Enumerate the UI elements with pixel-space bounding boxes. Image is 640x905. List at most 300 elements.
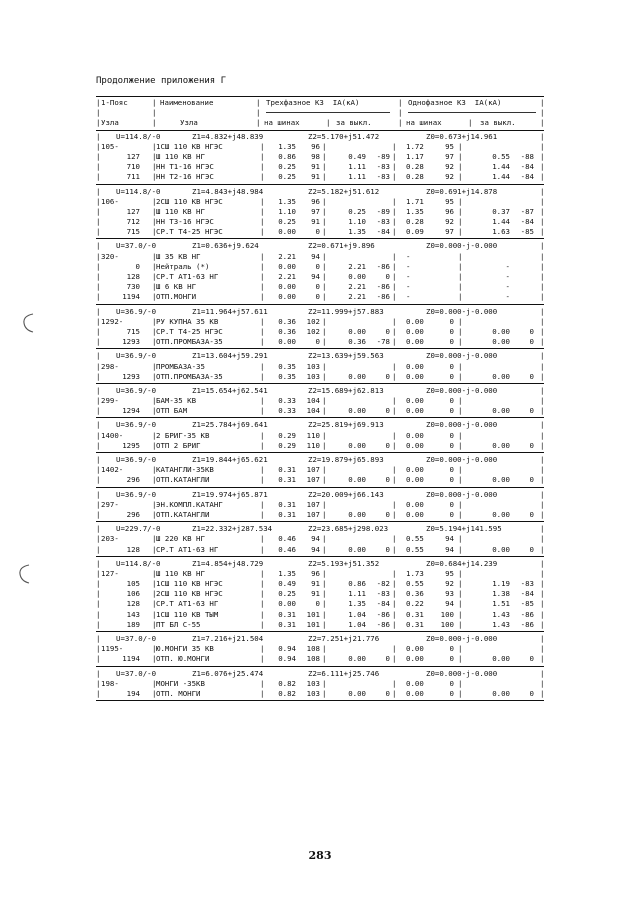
three-phase-switch-current: 0.00 [348, 406, 366, 416]
node-block [96, 351, 544, 384]
node-name: МОНГИ -35КВ [156, 678, 205, 688]
z1-value: Z1=13.604+j59.291 [192, 351, 268, 361]
single-phase-bus-angle: 97 [445, 227, 454, 237]
three-phase-bus-current: 0.94 [278, 654, 296, 664]
bar: | [540, 306, 545, 316]
single-phase-switch-current: 1.44 [492, 162, 510, 172]
bar: | [152, 141, 157, 151]
three-phase-bus-angle: 97 [311, 206, 320, 216]
single-phase-bus-angle: 0 [449, 406, 454, 416]
bar: | [96, 326, 101, 336]
bar: | [540, 326, 545, 336]
table-row [96, 441, 544, 451]
three-phase-bus-current: 2.21 [278, 251, 296, 261]
table-row [96, 599, 544, 609]
three-phase-bus-current: 0.49 [278, 579, 296, 589]
bar: | [540, 589, 545, 599]
bar: | [540, 241, 545, 251]
bar: | [260, 227, 265, 237]
bar: | [540, 688, 545, 698]
bar: | [392, 619, 397, 629]
bar: | [540, 361, 545, 371]
header-on-bus: на шинах [264, 118, 300, 128]
node-name: Нейтраль (*) [156, 261, 210, 271]
table-row [96, 262, 544, 272]
three-phase-bus-angle: 94 [311, 534, 320, 544]
bar: | [392, 316, 397, 326]
z2-value: Z2=6.111+j25.746 [308, 668, 380, 678]
block-summary-row [96, 132, 544, 142]
bar: | [540, 351, 545, 361]
bar: | [540, 98, 545, 107]
voltage-value: U=37.0/-0 [116, 241, 157, 251]
bar: | [458, 196, 463, 206]
three-phase-bus-current: 0.33 [278, 406, 296, 416]
single-phase-bus-current: 0.36 [406, 589, 424, 599]
single-phase-switch-angle: 0 [529, 337, 534, 347]
neighbor-node: 1295 [122, 440, 140, 450]
three-phase-bus-current: 0.36 [278, 316, 296, 326]
z1-value: Z1=4.843+j48.984 [192, 186, 264, 196]
single-phase-bus-current: 0.00 [406, 406, 424, 416]
bar: | [152, 678, 157, 688]
bar: | [392, 162, 397, 172]
single-phase-bus-current: 1.17 [406, 151, 424, 161]
bar: | [96, 206, 101, 216]
neighbor-node: 128 [126, 599, 140, 609]
bar: | [152, 396, 157, 406]
voltage-value: U=36.9/-0 [116, 351, 157, 361]
table-row [96, 207, 544, 217]
three-phase-bus-current: 0.25 [278, 172, 296, 182]
three-phase-bus-angle: 110 [306, 440, 320, 450]
three-phase-bus-current: 0.31 [278, 499, 296, 509]
block-summary-row [96, 524, 544, 534]
z0-value: Z0=0.000-j-0.000 [426, 385, 498, 395]
bar: | [540, 654, 545, 664]
single-phase-bus-current: 0.00 [406, 509, 424, 519]
bar: | [322, 465, 327, 475]
bar: | [392, 430, 397, 440]
bar: | [392, 361, 397, 371]
neighbor-node: 127 [126, 206, 140, 216]
three-phase-bus-current: 0.46 [278, 534, 296, 544]
neighbor-node: 1194 [122, 292, 140, 302]
bar: | [260, 499, 265, 509]
z1-value: Z1=4.854+j48.729 [192, 558, 264, 568]
neighbor-node: 1293 [122, 337, 140, 347]
neighbor-node: 1293 [122, 371, 140, 381]
neighbor-node: 711 [126, 172, 140, 182]
bar: | [392, 475, 397, 485]
bar: | [540, 465, 545, 475]
bar: | [458, 579, 463, 589]
bar: | [96, 634, 101, 643]
z0-value: Z0=0.000-j-0.000 [426, 306, 498, 316]
z0-value: Z0=0.673+j14.961 [426, 131, 498, 141]
node-name: 1СШ 110 КВ ТЫМ [156, 609, 219, 619]
single-phase-bus-current: 0.00 [406, 644, 424, 654]
z1-value: Z1=22.332+j287.534 [192, 524, 273, 534]
three-phase-switch-angle: -78 [376, 337, 390, 347]
three-phase-bus-angle: 103 [306, 678, 320, 688]
three-phase-bus-angle: 0 [315, 337, 320, 347]
three-phase-bus-current: 1.35 [278, 141, 296, 151]
bar: | [392, 568, 397, 578]
bar: | [458, 371, 463, 381]
three-phase-bus-current: 0.31 [278, 609, 296, 619]
bar: | [96, 509, 101, 519]
bar: | [260, 654, 265, 664]
bar: | [260, 619, 265, 629]
block-separator-rule [96, 452, 544, 453]
single-phase-switch-angle: -84 [520, 162, 534, 172]
three-phase-switch-current: 1.35 [348, 227, 366, 237]
table-row [96, 620, 544, 630]
node-name: 2 БРИГ-35 КВ [156, 430, 210, 440]
single-phase-switch-current: 0.00 [492, 688, 510, 698]
three-phase-bus-angle: 98 [311, 151, 320, 161]
bar: | [540, 272, 545, 281]
three-phase-bus-angle: 96 [311, 196, 320, 206]
single-phase-switch-current: 1.43 [492, 609, 510, 619]
neighbor-node: 189 [126, 619, 140, 629]
single-phase-switch-angle: 0 [529, 326, 534, 336]
node-number: 299- [101, 396, 119, 406]
z2-value: Z2=5.193+j51.352 [308, 558, 380, 568]
z2-value: Z2=5.182+j51.612 [308, 186, 380, 196]
z0-value: Z0=0.000-j-0.000 [426, 351, 498, 361]
z2-value: Z2=0.671+j9.896 [308, 241, 375, 251]
table-row [96, 172, 544, 182]
bar: | [458, 568, 463, 578]
bar: | [152, 579, 157, 589]
single-phase-switch-current: 1.51 [492, 599, 510, 609]
three-phase-bus-current: 0.46 [278, 544, 296, 554]
bar: | [152, 465, 157, 475]
bar: | [152, 227, 157, 237]
voltage-value: U=114.8/-0 [116, 186, 161, 196]
single-phase-bus-angle: 94 [445, 534, 454, 544]
block-summary-row [96, 490, 544, 500]
bar: | [468, 118, 473, 128]
bar: | [96, 282, 101, 292]
z0-value: Z0=0.691+j14.878 [426, 186, 498, 196]
bar: | [540, 162, 545, 172]
z1-value: Z1=0.636+j9.624 [192, 241, 259, 251]
three-phase-bus-angle: 0 [315, 261, 320, 271]
three-phase-bus-angle: 107 [306, 475, 320, 485]
three-phase-bus-angle: 107 [306, 499, 320, 509]
bar: | [152, 108, 157, 118]
voltage-value: U=114.8/-0 [116, 558, 161, 568]
three-phase-switch-current: 0.00 [348, 654, 366, 664]
bar: | [152, 440, 157, 450]
single-phase-bus-current: 1.71 [406, 196, 424, 206]
three-phase-switch-current: 0.36 [348, 337, 366, 347]
three-phase-switch-angle: 0 [385, 272, 390, 281]
single-phase-bus-current: 0.00 [406, 316, 424, 326]
bar: | [322, 499, 327, 509]
bar: | [260, 396, 265, 406]
single-phase-bus-current: 0.00 [406, 396, 424, 406]
node-name: БАМ-35 КВ [156, 396, 197, 406]
z1-value: Z1=19.974+j65.871 [192, 489, 268, 499]
single-phase-bus-angle: 0 [449, 440, 454, 450]
node-name: КАТАНГЛИ-35КВ [156, 465, 214, 475]
three-phase-switch-angle: -83 [376, 217, 390, 227]
three-phase-bus-angle: 0 [315, 227, 320, 237]
table-row [96, 197, 544, 207]
three-phase-switch-current: 0.49 [348, 151, 366, 161]
node-number: 203- [101, 534, 119, 544]
neighbor-node: 128 [126, 544, 140, 554]
single-phase-switch-current: 0.00 [492, 475, 510, 485]
three-phase-switch-current: 1.04 [348, 619, 366, 629]
three-phase-bus-angle: 94 [311, 544, 320, 554]
three-phase-bus-angle: 0 [315, 282, 320, 292]
voltage-value: U=229.7/-0 [116, 524, 161, 534]
block-separator-rule [96, 556, 544, 557]
single-phase-bus-current: 1.73 [406, 568, 424, 578]
single-phase-switch-current: - [505, 282, 510, 292]
bar: | [458, 337, 463, 347]
node-number: 1292- [101, 316, 124, 326]
bar: | [260, 406, 265, 416]
three-phase-bus-angle: 91 [311, 589, 320, 599]
three-phase-switch-angle: 0 [385, 544, 390, 554]
bar: | [96, 465, 101, 475]
single-phase-bus-current: 0.00 [406, 337, 424, 347]
z0-value: Z0=0.000-j-0.000 [426, 455, 498, 464]
single-phase-switch-current: 0.00 [492, 544, 510, 554]
bar: | [322, 316, 327, 326]
bar: | [322, 589, 327, 599]
voltage-value: U=37.0/-0 [116, 668, 157, 678]
node-name: ОТП. МОНГИ [156, 688, 201, 698]
bar: | [260, 579, 265, 589]
single-phase-bus-angle: 0 [449, 688, 454, 698]
node-name: 2СШ 110 КВ НГЭС [156, 196, 223, 206]
single-phase-bus-angle: 95 [445, 141, 454, 151]
bar: | [96, 455, 101, 464]
table-row [96, 689, 544, 699]
single-phase-bus-current: 1.35 [406, 206, 424, 216]
single-phase-switch-current: 1.43 [492, 619, 510, 629]
bar: | [540, 619, 545, 629]
bar: | [96, 272, 101, 281]
three-phase-switch-angle: 0 [385, 440, 390, 450]
bar: | [96, 241, 101, 251]
three-phase-bus-current: 0.00 [278, 261, 296, 271]
bar: | [322, 644, 327, 654]
single-phase-bus-angle: 0 [449, 509, 454, 519]
bar: | [152, 118, 157, 128]
z0-value: Z0=0.000-j-0.000 [426, 241, 498, 251]
bar: | [152, 534, 157, 544]
single-phase-bus-current: 0.00 [406, 499, 424, 509]
single-phase-bus-angle: 0 [449, 654, 454, 664]
bar: | [96, 227, 101, 237]
node-number: 105- [101, 141, 119, 151]
three-phase-bus-angle: 103 [306, 371, 320, 381]
bar: | [96, 579, 101, 589]
node-number: 298- [101, 361, 119, 371]
bar: | [540, 420, 545, 430]
bar: | [458, 217, 463, 227]
single-phase-bus-angle: 95 [445, 196, 454, 206]
node-block [96, 669, 544, 702]
node-block [96, 187, 544, 240]
bar: | [322, 430, 327, 440]
block-summary-row [96, 455, 544, 465]
bar: | [260, 217, 265, 227]
bar: | [322, 609, 327, 619]
bar: | [256, 118, 261, 128]
bar: | [96, 292, 101, 302]
voltage-value: U=36.9/-0 [116, 306, 157, 316]
bar: | [540, 499, 545, 509]
three-phase-bus-current: 0.31 [278, 509, 296, 519]
table-row [96, 654, 544, 664]
node-name: 1СШ 110 КВ НГЭС [156, 579, 223, 589]
node-name: НН Т2-16 НГЭС [156, 172, 214, 182]
bar: | [152, 430, 157, 440]
node-name: ОТП.КАТАНГЛИ [156, 509, 210, 519]
single-phase-switch-angle: 0 [529, 654, 534, 664]
single-phase-bus-angle: 0 [449, 644, 454, 654]
single-phase-bus-current: 0.00 [406, 654, 424, 664]
node-name: ОТП.МОНГИ [156, 292, 197, 302]
bar: | [260, 251, 265, 261]
table-row [96, 152, 544, 162]
bar: | [392, 261, 397, 271]
bar: | [540, 227, 545, 237]
single-phase-bus-current: 0.28 [406, 172, 424, 182]
three-phase-switch-angle: 0 [385, 406, 390, 416]
bar: | [392, 337, 397, 347]
node-block [96, 386, 544, 419]
node-number: 127- [101, 568, 119, 578]
bar: | [96, 316, 101, 326]
single-phase-switch-angle: -84 [520, 589, 534, 599]
z1-value: Z1=7.216+j21.504 [192, 634, 264, 643]
three-phase-switch-angle: -89 [376, 151, 390, 161]
single-phase-switch-angle: -86 [520, 609, 534, 619]
bar: | [96, 568, 101, 578]
table-row [96, 292, 544, 302]
bar: | [540, 558, 545, 568]
bar: | [392, 206, 397, 216]
single-phase-switch-current: 1.63 [492, 227, 510, 237]
bar: | [458, 430, 463, 440]
three-phase-bus-angle: 0 [315, 599, 320, 609]
neighbor-node: 715 [126, 227, 140, 237]
single-phase-switch-current: 1.38 [492, 589, 510, 599]
three-phase-switch-current: 2.21 [348, 261, 366, 271]
three-phase-bus-current: 0.00 [278, 599, 296, 609]
bar: | [458, 316, 463, 326]
node-block [96, 634, 544, 667]
single-phase-bus-angle: 92 [445, 162, 454, 172]
z2-value: Z2=19.879+j65.893 [308, 455, 384, 464]
neighbor-node: 715 [126, 326, 140, 336]
node-name: ОТП.ПРОМБАЗА-35 [156, 337, 223, 347]
bar: | [392, 688, 397, 698]
header-single-phase: Однофазное КЗ IА(кА) [408, 98, 502, 107]
bar: | [392, 440, 397, 450]
bar: | [540, 644, 545, 654]
three-phase-switch-angle: -86 [376, 292, 390, 302]
single-phase-bus-angle: 0 [449, 430, 454, 440]
bar: | [322, 282, 327, 292]
bar: | [458, 172, 463, 182]
z0-value: Z0=0.000-j-0.000 [426, 668, 498, 678]
single-phase-bus-angle: 0 [449, 499, 454, 509]
neighbor-node: 710 [126, 162, 140, 172]
single-phase-switch-current: 1.19 [492, 579, 510, 589]
bar: | [540, 396, 545, 406]
three-phase-bus-current: 1.10 [278, 206, 296, 216]
bar: | [540, 186, 545, 196]
single-phase-bus-angle: 0 [449, 361, 454, 371]
table-row [96, 396, 544, 406]
bar: | [322, 406, 327, 416]
three-phase-bus-angle: 96 [311, 141, 320, 151]
bar: | [392, 579, 397, 589]
single-phase-bus-current: 0.00 [406, 326, 424, 336]
bar: | [152, 599, 157, 609]
z0-value: Z0=0.684+j14.239 [426, 558, 498, 568]
three-phase-bus-angle: 107 [306, 465, 320, 475]
single-phase-switch-angle: -85 [520, 227, 534, 237]
header-name-bottom: Узла [180, 118, 198, 128]
bar: | [152, 162, 157, 172]
table-row [96, 610, 544, 620]
node-name: ПТ БЛ С-55 [156, 619, 201, 629]
bar: | [260, 534, 265, 544]
three-phase-bus-angle: 0 [315, 292, 320, 302]
single-phase-bus-current: 0.22 [406, 599, 424, 609]
bar: | [540, 316, 545, 326]
node-name: СР.Т Т4-25 НГЭС [156, 326, 223, 336]
bar: | [458, 544, 463, 554]
three-phase-bus-angle: 108 [306, 654, 320, 664]
bar: | [540, 406, 545, 416]
block-summary-row [96, 559, 544, 569]
three-phase-switch-angle: 0 [385, 509, 390, 519]
single-phase-switch-current: 1.44 [492, 172, 510, 182]
bar: | [392, 141, 397, 151]
bar: | [392, 282, 397, 292]
z0-value: Z0=0.000-j-0.000 [426, 489, 498, 499]
bar: | [322, 337, 327, 347]
bar: | [260, 589, 265, 599]
bar: | [392, 326, 397, 336]
bar: | [322, 151, 327, 161]
bar: | [392, 292, 397, 302]
three-phase-bus-angle: 102 [306, 326, 320, 336]
bar: | [322, 206, 327, 216]
bar: | [458, 206, 463, 216]
three-phase-switch-current: 1.11 [348, 172, 366, 182]
bar: | [326, 118, 331, 128]
single-phase-switch-current: 0.00 [492, 654, 510, 664]
bar: | [96, 361, 101, 371]
bar: | [260, 475, 265, 485]
bar: | [260, 678, 265, 688]
block-summary-row [96, 669, 544, 679]
